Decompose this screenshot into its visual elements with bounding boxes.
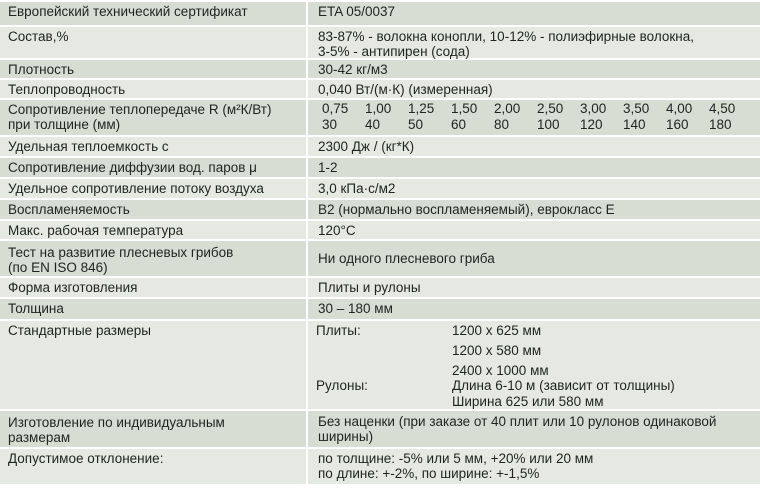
thickness-value: 120 — [580, 117, 603, 132]
resistance-value: 3,50 — [623, 101, 650, 116]
table-row — [0, 241, 760, 278]
row-value — [308, 100, 760, 135]
row-label: Тест на развитие плесневых грибов (по EN ISO 846) — [0, 241, 308, 276]
row-value: по толщине: -5% или 5 мм, +20% или 20 мм по длине: +-2%, по ширине: +-1,5% — [318, 451, 594, 481]
resistance-value: 0,75 — [322, 101, 349, 116]
table-row — [0, 221, 760, 241]
table-row — [0, 100, 760, 137]
row-label: Допустимое отклонение: — [0, 449, 308, 484]
row-value: ETA 05/0037 — [318, 4, 396, 19]
resistance-value: 1,00 — [365, 101, 392, 116]
row-label: Сопротивление теплопередаче R (м²К/Вт) при толщине (мм) — [0, 100, 308, 135]
table-row — [0, 137, 760, 158]
thickness-value: 140 — [623, 117, 646, 132]
table-row — [0, 278, 760, 299]
row-label: Европейский технический сертификат — [0, 2, 308, 25]
plate-size: 2400 x 1000 мм — [452, 363, 549, 378]
roll-size: Ширина 625 или 580 мм — [452, 394, 604, 409]
resistance-pair — [451, 101, 494, 135]
row-label: Толщина — [0, 299, 308, 319]
row-value: 30-42 кг/м3 — [318, 62, 388, 77]
resistance-value: 4,00 — [666, 101, 693, 116]
table-row — [0, 158, 760, 179]
thickness-value: 60 — [451, 117, 467, 132]
row-value: 3,0 кПа·с/м2 — [318, 181, 396, 196]
row-label: Сопротивление диффузии вод. паров μ — [0, 158, 308, 177]
row-value — [308, 321, 760, 409]
row-label: Удельное сопротивление потоку воздуха — [0, 179, 308, 198]
rolls-label: Рулоны: — [316, 378, 368, 393]
standard-sizes — [308, 323, 760, 409]
resistance-value: 4,50 — [709, 101, 736, 116]
table-row — [0, 80, 760, 100]
resistance-value: 1,25 — [408, 101, 435, 116]
thickness-value: 50 — [408, 117, 424, 132]
plate-size: 1200 x 625 мм — [452, 323, 542, 338]
resistance-pair — [494, 101, 537, 135]
table-row — [0, 27, 760, 60]
row-value: 2300 Дж / (кг*К) — [318, 139, 415, 154]
resistance-pair — [408, 101, 451, 135]
resistance-pair — [322, 101, 365, 135]
table-row — [0, 321, 760, 411]
resistance-pair — [666, 101, 709, 135]
resistance-pair — [537, 101, 580, 135]
table-row — [0, 411, 760, 449]
resistance-value: 1,50 — [451, 101, 478, 116]
resistance-pair — [709, 101, 752, 135]
row-value: 120°С — [318, 223, 356, 238]
row-value: Плиты и рулоны — [318, 280, 421, 295]
table-row — [0, 200, 760, 221]
row-label: Изготовление по индивидуальным размерам — [0, 411, 308, 447]
row-value: Без наценки (при заказе от 40 плит или 10 рулонов одинаковой ширины) — [318, 414, 717, 444]
row-value: 83-87% - волокна конопли, 10-12% - полиэфирные волокна, 3-5% - антипирен (сода) — [318, 29, 694, 59]
thickness-value: 160 — [666, 117, 689, 132]
roll-size: Длина 6-10 м (зависит от толщины) — [452, 378, 675, 393]
plate-size: 1200 x 580 мм — [452, 343, 542, 358]
resistance-value: 2,50 — [537, 101, 564, 116]
resistance-pair — [623, 101, 666, 135]
resistance-value: 3,00 — [580, 101, 607, 116]
thickness-value: 100 — [537, 117, 560, 132]
row-label: Макс. рабочая температура — [0, 221, 308, 239]
table-row — [0, 449, 760, 486]
resistance-pair — [580, 101, 623, 135]
row-label: Теплопроводность — [0, 80, 308, 98]
thickness-value: 180 — [709, 117, 732, 132]
row-value: 0,040 Вт/(м·К) (измеренная) — [318, 82, 493, 97]
thickness-value: 30 — [322, 117, 338, 132]
row-label: Форма изготовления — [0, 278, 308, 297]
row-value: Ни одного плесневого гриба — [318, 251, 495, 266]
table-row — [0, 179, 760, 200]
resistance-pair — [365, 101, 408, 135]
row-value: 30 – 180 мм — [318, 301, 393, 316]
row-label: Плотность — [0, 60, 308, 78]
row-label: Воспламеняемость — [0, 200, 308, 219]
row-label: Стандартные размеры — [0, 321, 308, 409]
table-row — [0, 2, 760, 27]
table-row — [0, 299, 760, 321]
row-value: 1-2 — [318, 160, 338, 175]
row-label: Состав,% — [0, 27, 308, 58]
thickness-value: 40 — [365, 117, 381, 132]
plates-label: Плиты: — [316, 323, 361, 338]
row-label: Удельная теплоемкость с — [0, 137, 308, 156]
table-row — [0, 60, 760, 80]
resistance-value: 2,00 — [494, 101, 521, 116]
row-value: B2 (нормально воспламеняемый), еврокласс E — [318, 202, 615, 217]
thickness-value: 80 — [494, 117, 510, 132]
